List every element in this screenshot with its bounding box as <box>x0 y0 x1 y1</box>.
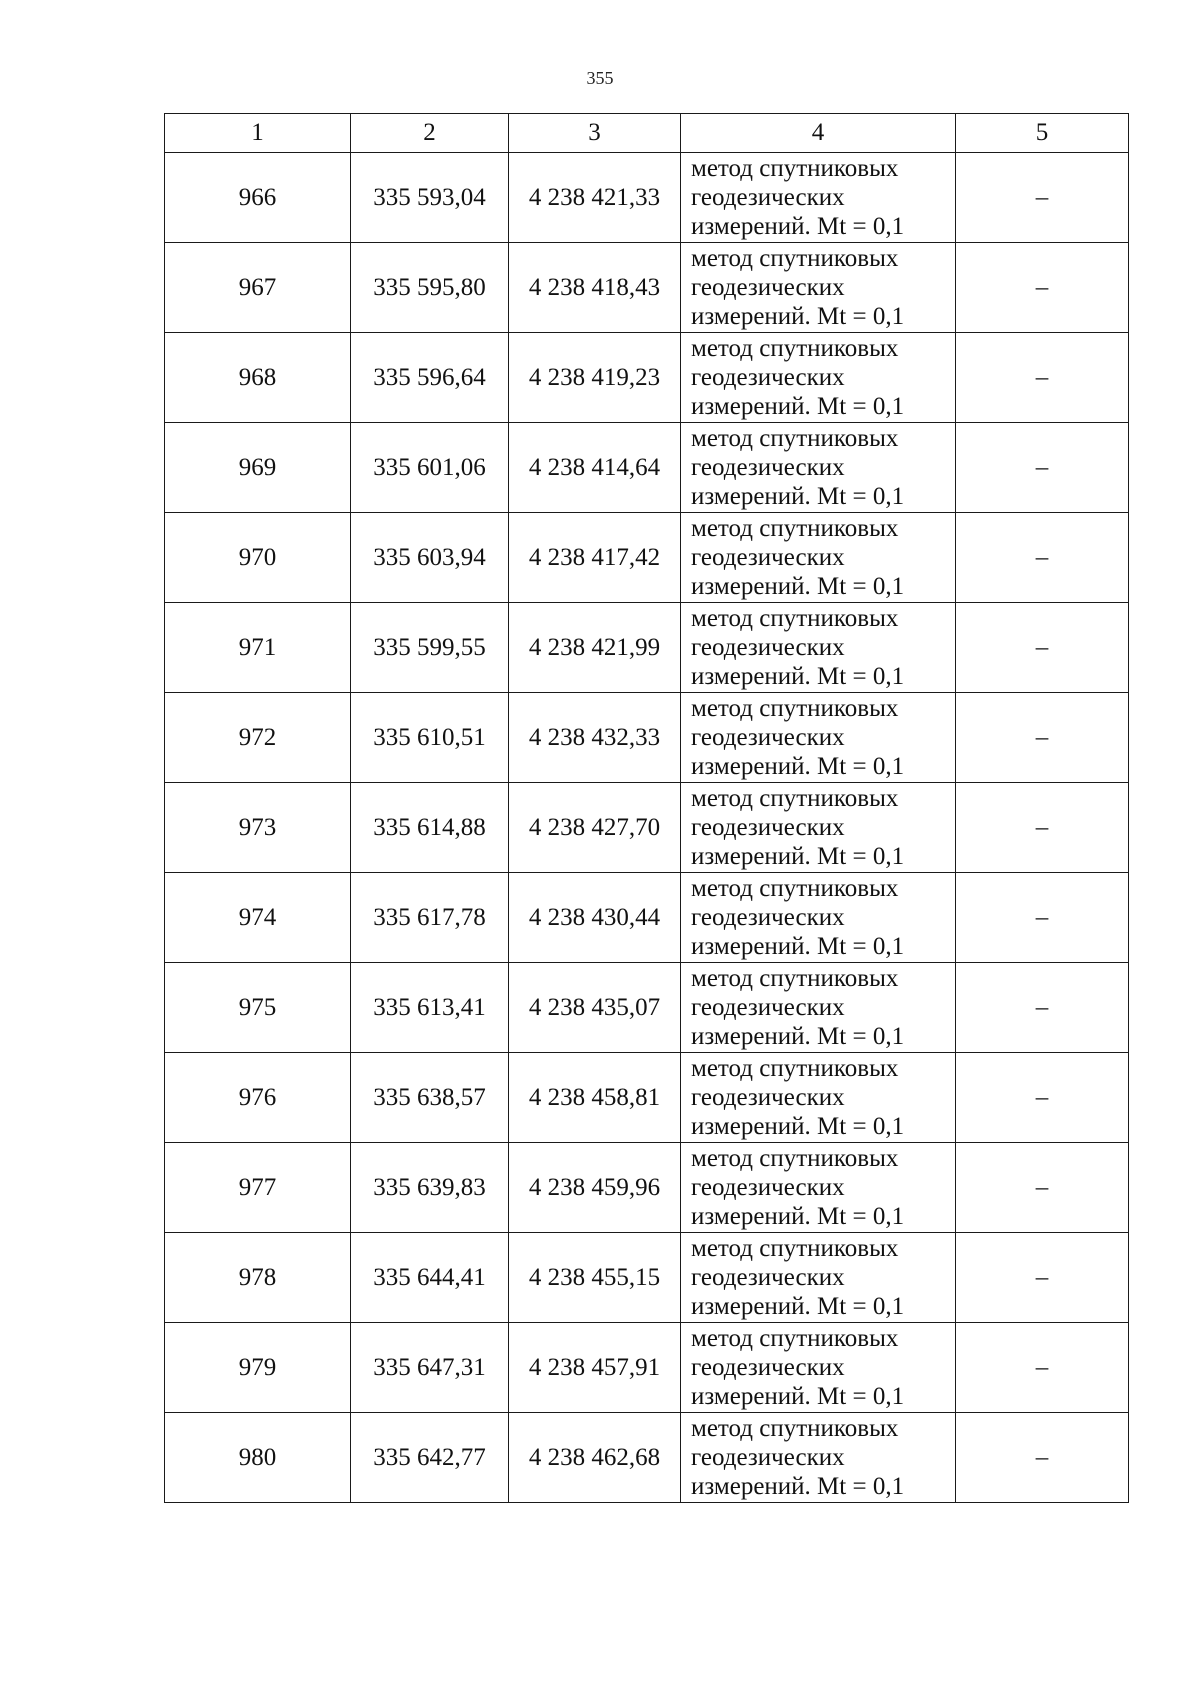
note-cell: – <box>956 603 1129 693</box>
method-line: геодезических <box>691 1084 845 1111</box>
column-header-4: 4 <box>681 114 956 153</box>
point-number-cell: 973 <box>165 783 351 873</box>
method-line: геодезических <box>691 274 845 301</box>
method-line: метод спутниковых <box>691 335 899 362</box>
method-line: метод спутниковых <box>691 425 899 452</box>
method-line: измерений. Mt = 0,1 <box>691 753 905 780</box>
x-coordinate-cell: 335 593,04 <box>351 153 509 243</box>
point-number-cell: 972 <box>165 693 351 783</box>
x-coordinate-cell: 335 647,31 <box>351 1323 509 1413</box>
y-coordinate-cell: 4 238 427,70 <box>509 783 681 873</box>
method-line: геодезических <box>691 634 845 661</box>
point-number-cell: 966 <box>165 153 351 243</box>
method-line: геодезических <box>691 724 845 751</box>
x-coordinate-cell: 335 639,83 <box>351 1143 509 1233</box>
point-number-cell: 971 <box>165 603 351 693</box>
note-cell: – <box>956 873 1129 963</box>
method-cell <box>681 603 956 693</box>
method-line: измерений. Mt = 0,1 <box>691 843 905 870</box>
table-row <box>165 1053 1129 1143</box>
note-cell: – <box>956 963 1129 1053</box>
note-cell: – <box>956 333 1129 423</box>
x-coordinate-cell: 335 603,94 <box>351 513 509 603</box>
x-coordinate-cell: 335 595,80 <box>351 243 509 333</box>
column-header-1: 1 <box>165 114 351 153</box>
column-header-2: 2 <box>351 114 509 153</box>
method-cell <box>681 693 956 783</box>
point-number-cell: 968 <box>165 333 351 423</box>
page-number: 355 <box>586 68 614 88</box>
note-cell: – <box>956 1053 1129 1143</box>
note-cell: – <box>956 243 1129 333</box>
method-line: метод спутниковых <box>691 155 899 182</box>
table-row <box>165 423 1129 513</box>
method-cell <box>681 1233 956 1323</box>
x-coordinate-cell: 335 642,77 <box>351 1413 509 1503</box>
x-coordinate-cell: 335 596,64 <box>351 333 509 423</box>
method-line: геодезических <box>691 184 845 211</box>
table-row <box>165 333 1129 423</box>
y-coordinate-cell: 4 238 435,07 <box>509 963 681 1053</box>
table-row <box>165 603 1129 693</box>
coordinates-table <box>164 113 1129 1503</box>
method-line: измерений. Mt = 0,1 <box>691 1023 905 1050</box>
note-cell: – <box>956 153 1129 243</box>
method-line: геодезических <box>691 454 845 481</box>
method-line: метод спутниковых <box>691 1325 899 1352</box>
table-row <box>165 873 1129 963</box>
table-row <box>165 153 1129 243</box>
point-number-cell: 978 <box>165 1233 351 1323</box>
note-cell: – <box>956 1233 1129 1323</box>
table-row <box>165 783 1129 873</box>
method-line: метод спутниковых <box>691 785 899 812</box>
point-number-cell: 969 <box>165 423 351 513</box>
method-cell <box>681 423 956 513</box>
column-header-5: 5 <box>956 114 1129 153</box>
y-coordinate-cell: 4 238 455,15 <box>509 1233 681 1323</box>
method-cell <box>681 1053 956 1143</box>
table-row <box>165 1233 1129 1323</box>
method-cell <box>681 333 956 423</box>
method-cell <box>681 1413 956 1503</box>
method-line: метод спутниковых <box>691 1415 899 1442</box>
method-line: измерений. Mt = 0,1 <box>691 933 905 960</box>
note-cell: – <box>956 513 1129 603</box>
method-line: метод спутниковых <box>691 695 899 722</box>
x-coordinate-cell: 335 599,55 <box>351 603 509 693</box>
point-number-cell: 974 <box>165 873 351 963</box>
y-coordinate-cell: 4 238 417,42 <box>509 513 681 603</box>
method-line: измерений. Mt = 0,1 <box>691 1473 905 1500</box>
point-number-cell: 979 <box>165 1323 351 1413</box>
table-row <box>165 513 1129 603</box>
note-cell: – <box>956 1413 1129 1503</box>
table-header-row <box>165 114 1129 153</box>
method-cell <box>681 513 956 603</box>
note-cell: – <box>956 783 1129 873</box>
method-line: метод спутниковых <box>691 515 899 542</box>
x-coordinate-cell: 335 644,41 <box>351 1233 509 1323</box>
method-line: измерений. Mt = 0,1 <box>691 1293 905 1320</box>
table-row <box>165 1143 1129 1233</box>
note-cell: – <box>956 1323 1129 1413</box>
method-line: измерений. Mt = 0,1 <box>691 483 905 510</box>
method-line: измерений. Mt = 0,1 <box>691 1383 905 1410</box>
y-coordinate-cell: 4 238 421,33 <box>509 153 681 243</box>
y-coordinate-cell: 4 238 419,23 <box>509 333 681 423</box>
table-row <box>165 963 1129 1053</box>
method-line: геодезических <box>691 1174 845 1201</box>
method-line: измерений. Mt = 0,1 <box>691 213 905 240</box>
note-cell: – <box>956 1143 1129 1233</box>
x-coordinate-cell: 335 617,78 <box>351 873 509 963</box>
method-line: измерений. Mt = 0,1 <box>691 573 905 600</box>
method-line: метод спутниковых <box>691 1235 899 1262</box>
y-coordinate-cell: 4 238 462,68 <box>509 1413 681 1503</box>
method-line: метод спутниковых <box>691 245 899 272</box>
point-number-cell: 977 <box>165 1143 351 1233</box>
method-line: измерений. Mt = 0,1 <box>691 663 905 690</box>
y-coordinate-cell: 4 238 430,44 <box>509 873 681 963</box>
method-cell <box>681 1143 956 1233</box>
method-line: геодезических <box>691 994 845 1021</box>
table-row <box>165 1413 1129 1503</box>
point-number-cell: 976 <box>165 1053 351 1143</box>
method-line: геодезических <box>691 904 845 931</box>
column-header-3: 3 <box>509 114 681 153</box>
method-line: метод спутниковых <box>691 965 899 992</box>
method-line: метод спутниковых <box>691 875 899 902</box>
table-row <box>165 1323 1129 1413</box>
x-coordinate-cell: 335 613,41 <box>351 963 509 1053</box>
method-line: геодезических <box>691 1444 845 1471</box>
method-line: измерений. Mt = 0,1 <box>691 1203 905 1230</box>
y-coordinate-cell: 4 238 418,43 <box>509 243 681 333</box>
method-cell <box>681 963 956 1053</box>
y-coordinate-cell: 4 238 459,96 <box>509 1143 681 1233</box>
point-number-cell: 980 <box>165 1413 351 1503</box>
y-coordinate-cell: 4 238 432,33 <box>509 693 681 783</box>
note-cell: – <box>956 693 1129 783</box>
table-row <box>165 693 1129 783</box>
note-cell: – <box>956 423 1129 513</box>
method-line: геодезических <box>691 814 845 841</box>
method-line: измерений. Mt = 0,1 <box>691 1113 905 1140</box>
y-coordinate-cell: 4 238 458,81 <box>509 1053 681 1143</box>
x-coordinate-cell: 335 610,51 <box>351 693 509 783</box>
point-number-cell: 975 <box>165 963 351 1053</box>
method-line: метод спутниковых <box>691 605 899 632</box>
method-line: измерений. Mt = 0,1 <box>691 393 905 420</box>
point-number-cell: 967 <box>165 243 351 333</box>
table-body <box>165 153 1129 1503</box>
method-line: геодезических <box>691 544 845 571</box>
table-row <box>165 243 1129 333</box>
method-cell <box>681 153 956 243</box>
method-cell <box>681 1323 956 1413</box>
method-line: геодезических <box>691 364 845 391</box>
y-coordinate-cell: 4 238 421,99 <box>509 603 681 693</box>
method-line: геодезических <box>691 1354 845 1381</box>
y-coordinate-cell: 4 238 414,64 <box>509 423 681 513</box>
x-coordinate-cell: 335 638,57 <box>351 1053 509 1143</box>
method-cell <box>681 243 956 333</box>
x-coordinate-cell: 335 614,88 <box>351 783 509 873</box>
method-cell <box>681 873 956 963</box>
method-cell <box>681 783 956 873</box>
method-line: метод спутниковых <box>691 1145 899 1172</box>
x-coordinate-cell: 335 601,06 <box>351 423 509 513</box>
method-line: геодезических <box>691 1264 845 1291</box>
method-line: измерений. Mt = 0,1 <box>691 303 905 330</box>
method-line: метод спутниковых <box>691 1055 899 1082</box>
point-number-cell: 970 <box>165 513 351 603</box>
y-coordinate-cell: 4 238 457,91 <box>509 1323 681 1413</box>
